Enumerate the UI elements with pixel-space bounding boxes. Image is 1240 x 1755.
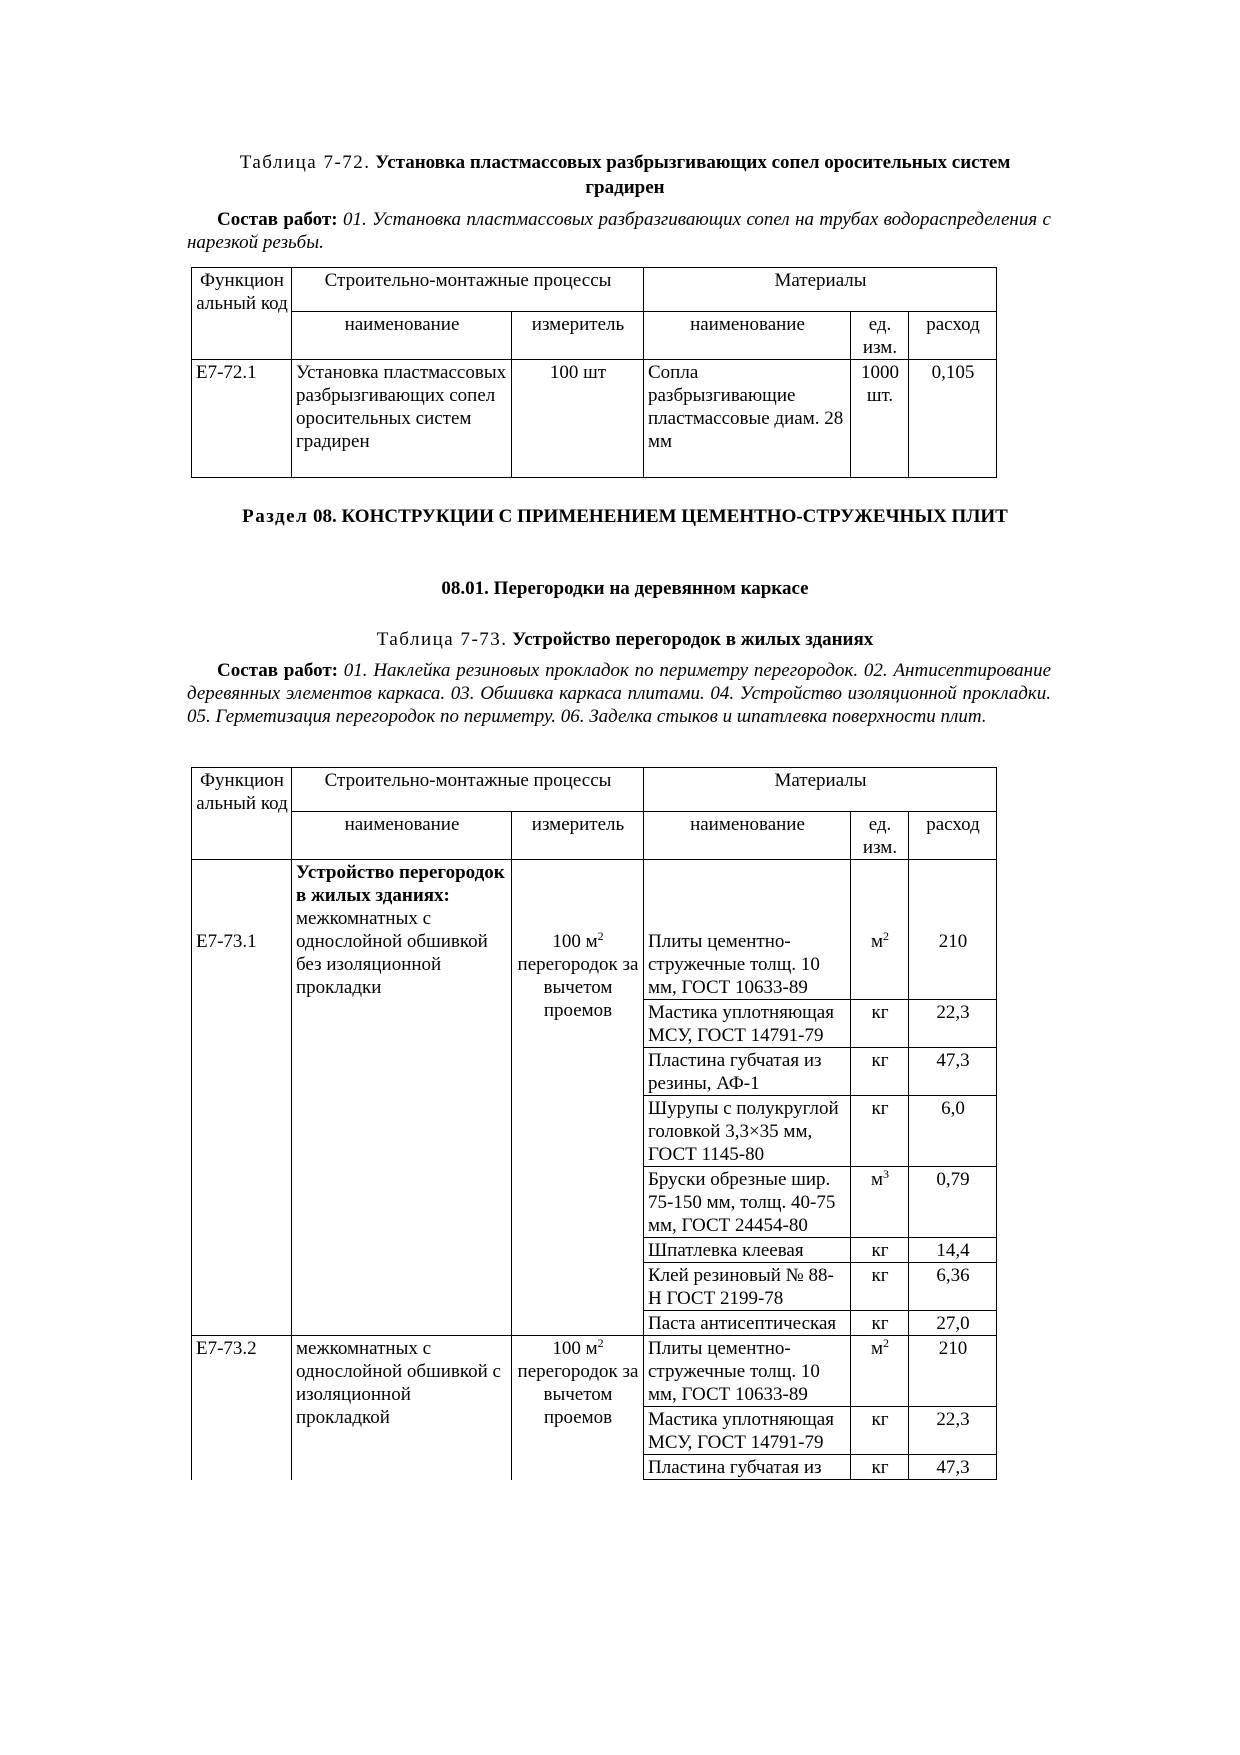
unit-sup: 3 (883, 1167, 890, 1181)
table-72-work-composition (187, 208, 1051, 254)
header-material-name: наименование (644, 812, 851, 860)
material-value: 6,0 (909, 1096, 997, 1167)
row-meter: 100 шт (512, 360, 644, 478)
header-meter: измеритель (512, 312, 644, 360)
header-meter: измеритель (512, 812, 644, 860)
row-consumption: 0,105 (909, 360, 997, 478)
material-unit: кг (851, 1000, 909, 1048)
row-name: Установка пластмассовых разбрызгивающих сопел оросительных систем градирен (292, 360, 512, 478)
row-material-name: Сопла разбрызгивающие пластмассовые диам. 28 мм (644, 360, 851, 478)
material-name: Пластина губчатая из (644, 1455, 851, 1480)
unit-sup: 2 (883, 929, 890, 943)
unit-text: м (870, 931, 884, 952)
material-name: Мастика уплотняющая МСУ, ГОСТ 14791-79 (644, 1000, 851, 1048)
row-meter-num: 100 м (552, 1338, 598, 1359)
header-consumption: расход (909, 312, 997, 360)
table-73-caption (180, 627, 1070, 652)
header-materials: Материалы (644, 768, 997, 812)
row-code: Е7-73.2 (192, 1336, 292, 1480)
row-meter-sup: 2 (597, 1336, 604, 1350)
material-value: 210 (909, 929, 997, 1000)
unit-text: м (870, 1169, 884, 1190)
material-name: Плиты цементно-стружечные толщ. 10 мм, ГОСТ 10633-89 (644, 1336, 851, 1407)
row-code: Е7-73.1 (196, 931, 257, 952)
material-value: 22,3 (909, 1000, 997, 1048)
table-72-caption-prefix: Таблица 7-72. (239, 152, 371, 173)
table-row (192, 360, 997, 478)
table-73-caption-title: Устройство перегородок в жилых зданиях (512, 629, 874, 650)
row-meter-rest: перегородок за вычетом проемов (517, 954, 639, 1021)
row-meter-rest: перегородок за вычетом проемов (517, 1361, 639, 1428)
material-value: 210 (909, 1336, 997, 1407)
table-row (192, 1336, 997, 1407)
spacer-cell (909, 860, 997, 930)
material-name: Бруски обрезные шир. 75-150 мм, толщ. 40-75 мм, ГОСТ 24454-80 (644, 1167, 851, 1238)
material-unit (851, 1336, 909, 1407)
unit-sup: 2 (883, 1336, 890, 1350)
material-name: Клей резиновый № 88-Н ГОСТ 2199-78 (644, 1263, 851, 1311)
material-name: Мастика уплотняющая МСУ, ГОСТ 14791-79 (644, 1407, 851, 1455)
table-72 (191, 267, 997, 478)
header-processes: Строительно-монтажные процессы (292, 268, 644, 312)
material-unit: кг (851, 1238, 909, 1263)
table-73 (191, 767, 997, 1480)
row-meter-num: 100 м (552, 931, 598, 952)
work-label: Состав работ: (217, 209, 338, 230)
row-name: межкомнатных с однослойной обшивкой без изоляционной прокладки (296, 908, 488, 998)
header-code: Функцион альный код (192, 768, 292, 860)
header-material-name: наименование (644, 312, 851, 360)
material-unit: кг (851, 1096, 909, 1167)
work-text: 01. Наклейка резиновых прокладок по периметру перегородок. 02. Антисептирование деревянных элементов каркаса. 03. Обшивка каркаса плитами. 04. Устройство изоляционной прокладки. 05. Герметизация перегородок по периметру. 06. Заделка стыков и шпатлевка поверхности плит. (187, 660, 1052, 727)
material-value: 6,36 (909, 1263, 997, 1311)
work-text: 01. Установка пластмассовых разбразгивающих сопел на трубах водораспределения с нарезкой резьбы. (187, 209, 1051, 253)
group-title: Устройство перегородок в жилых зданиях: (296, 862, 505, 906)
subsection-heading: 08.01. Перегородки на деревянном каркасе (441, 578, 809, 599)
header-name: наименование (292, 312, 512, 360)
row-meter-cell (512, 860, 644, 1336)
table-72-caption-title-line2: градирен (585, 177, 665, 198)
unit-text: м (870, 1338, 884, 1359)
material-unit (851, 929, 909, 1000)
header-materials: Материалы (644, 268, 997, 312)
section-heading (180, 506, 1070, 528)
spacer-cell (644, 860, 851, 930)
section-prefix: Раздел (242, 506, 309, 527)
work-label: Состав работ: (217, 660, 338, 681)
material-unit: кг (851, 1311, 909, 1336)
material-value: 0,79 (909, 1167, 997, 1238)
header-name: наименование (292, 812, 512, 860)
material-unit (851, 1167, 909, 1238)
material-value: 27,0 (909, 1311, 997, 1336)
spacer-cell (851, 860, 909, 930)
material-name: Шпатлевка клеевая (644, 1238, 851, 1263)
row-unit: 1000 шт. (851, 360, 909, 478)
table-72-caption-title-line1: Установка пластмассовых разбрызгивающих сопел оросительных систем (375, 152, 1011, 173)
material-value: 47,3 (909, 1048, 997, 1096)
material-name: Плиты цементно-стружечные толщ. 10 мм, ГОСТ 10633-89 (644, 929, 851, 1000)
row-code-cell (192, 860, 292, 1336)
row-name-cell (292, 860, 512, 1336)
material-name: Паста антисептическая (644, 1311, 851, 1336)
row-meter-cell (512, 1336, 644, 1480)
header-consumption: расход (909, 812, 997, 860)
row-name: межкомнатных с однослойной обшивкой с изоляционной прокладкой (292, 1336, 512, 1480)
material-name: Пластина губчатая из резины, АФ-1 (644, 1048, 851, 1096)
header-unit: ед. изм. (851, 812, 909, 860)
material-name: Шурупы с полукруглой головкой 3,3×35 мм, ГОСТ 1145-80 (644, 1096, 851, 1167)
header-code: Функцион альный код (192, 268, 292, 360)
table-73-work-composition (187, 659, 1051, 728)
material-value: 14,4 (909, 1238, 997, 1263)
material-unit: кг (851, 1455, 909, 1480)
material-value: 22,3 (909, 1407, 997, 1455)
row-code: Е7-72.1 (192, 360, 292, 478)
material-unit: кг (851, 1048, 909, 1096)
material-unit: кг (851, 1407, 909, 1455)
header-processes: Строительно-монтажные процессы (292, 768, 644, 812)
section-title: 08. КОНСТРУКЦИИ С ПРИМЕНЕНИЕМ ЦЕМЕНТНО-СТРУЖЕЧНЫХ ПЛИТ (312, 506, 1008, 527)
table-72-caption (180, 150, 1070, 200)
header-unit: ед. изм. (851, 312, 909, 360)
row-meter-sup: 2 (597, 929, 604, 943)
material-unit: кг (851, 1263, 909, 1311)
material-value: 47,3 (909, 1455, 997, 1480)
table-73-caption-prefix: Таблица 7-73. (376, 629, 508, 650)
table-row (192, 860, 997, 930)
